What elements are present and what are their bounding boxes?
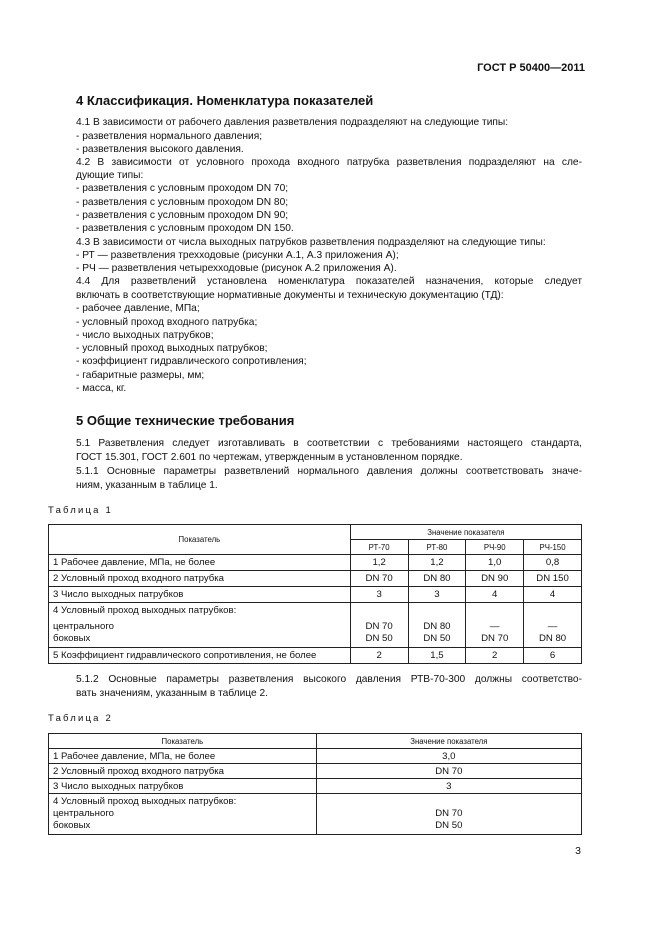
table-row — [49, 603, 582, 648]
table-cell: 3 — [316, 779, 581, 794]
list-item: - условный проход входного патрубка; — [76, 317, 258, 328]
list-item: - РЧ — разветвления четырехходовые (рисунок А.2 приложения А). — [76, 263, 397, 274]
table-cell-label: 3 Число выходных патрубков — [49, 587, 351, 603]
table-cell: DN 70 — [481, 633, 509, 644]
para-4-2-cont: дующие типы: — [76, 170, 144, 181]
list-item: - число выходных патрубков; — [76, 330, 214, 341]
table-cell: 1,2 — [350, 555, 408, 571]
table-cell: DN 90 — [466, 571, 524, 587]
table-1-caption: Таблица 1 — [48, 505, 113, 516]
table-header-type: РЧ-90 — [466, 540, 524, 555]
para-4-3: 4.3 В зависимости от числа выходных патрубков разветвления подразделяют на следующие типы: — [76, 237, 546, 248]
table-cell-sublabel: центрального — [53, 808, 114, 819]
table-cell-label: 3 Число выходных патрубков — [49, 779, 317, 794]
table-row — [49, 571, 582, 587]
table-cell-sublabel: боковых — [53, 820, 91, 831]
table-cell: 3 — [350, 587, 408, 603]
table-cell: DN 80 — [423, 621, 451, 632]
table-cell: 2 — [466, 648, 524, 664]
table-cell: DN 50 — [435, 820, 463, 831]
para-4-4-cont: включать в соответствующие нормативные документы и техническую документацию (ТД): — [76, 290, 504, 301]
para-5-1-1: 5.1.1 Основные параметры разветвлений нормального давления должны соответствовать значе- — [76, 466, 582, 477]
table-header-type: РТ-70 — [350, 540, 408, 555]
table-header-type: РЧ-150 — [524, 540, 582, 555]
table-cell: DN 50 — [365, 633, 393, 644]
table-cell: 6 — [524, 648, 582, 664]
table-cell-sublabel: боковых — [53, 633, 91, 644]
table-cell-label: 2 Условный проход входного патрубка — [49, 571, 351, 587]
para-5-1-2-cont: вать значениям, указанным в таблице 2. — [76, 688, 269, 699]
para-4-4: 4.4 Для разветвлений установлена номенклатура показателей назначения, которые следует — [76, 276, 582, 287]
table-cell-label: 1 Рабочее давление, МПа, не более — [49, 749, 317, 764]
para-4-2: 4.2 В зависимости от условного прохода входного патрубка разветвления подразделяют на сле- — [76, 157, 582, 168]
table-cell-label: 4 Условный проход выходных патрубков: — [53, 605, 237, 616]
list-item: - РТ — разветвления трехходовые (рисунки А.1, А.3 приложения А); — [76, 250, 399, 261]
table-cell: DN 80 — [408, 571, 466, 587]
list-item: - условный проход выходных патрубков; — [76, 343, 268, 354]
list-item: - масса, кг. — [76, 383, 127, 394]
table-1 — [48, 524, 582, 664]
table-cell: — — [547, 621, 558, 632]
table-row — [49, 764, 582, 779]
table-row — [49, 794, 582, 835]
section-4-title: 4 Классификация. Номенклатура показателей — [76, 93, 374, 108]
table-cell: DN 70 — [350, 571, 408, 587]
table-cell: 4 — [466, 587, 524, 603]
table-row — [49, 587, 582, 603]
para-4-1: 4.1 В зависимости от рабочего давления разветвления подразделяют на следующие типы: — [76, 117, 509, 128]
table-cell-label: 2 Условный проход входного патрубка — [49, 764, 317, 779]
table-cell: 3,0 — [316, 749, 581, 764]
table-cell: DN 80 — [538, 633, 567, 644]
table-cell-label: 5 Коэффициент гидравлического сопротивления, не более — [49, 648, 351, 664]
table-header-param: Показатель — [49, 525, 351, 555]
table-cell: 0,8 — [524, 555, 582, 571]
document-header: ГОСТ Р 50400—2011 — [477, 62, 585, 74]
list-item: - разветвления нормального давления; — [76, 131, 263, 142]
table-header-value: Значение показателя — [350, 525, 581, 540]
table-row — [49, 555, 582, 571]
table-header-value: Значение показателя — [316, 734, 581, 749]
table-2-caption: Таблица 2 — [48, 713, 113, 724]
table-cell: DN 70 — [435, 808, 463, 819]
table-cell-sublabel: центрального — [53, 621, 114, 632]
table-row — [49, 648, 582, 664]
list-item: - разветвления с условным проходом DN 90; — [76, 210, 289, 221]
table-cell-label: 1 Рабочее давление, МПа, не более — [49, 555, 351, 571]
table-header-type: РТ-80 — [408, 540, 466, 555]
list-item: - разветвления с условным проходом DN 70; — [76, 183, 289, 194]
table-2 — [48, 733, 582, 835]
table-cell: 3 — [408, 587, 466, 603]
table-cell: DN 70 — [316, 764, 581, 779]
table-cell: DN 50 — [423, 633, 451, 644]
list-item: - разветвления с условным проходом DN 150. — [76, 223, 294, 234]
table-cell: 2 — [350, 648, 408, 664]
table-cell: 1,2 — [408, 555, 466, 571]
page-number: 3 — [575, 845, 581, 857]
para-5-1-cont: ГОСТ 15.301, ГОСТ 2.601 по чертежам, утвержденным в установленном порядке. — [76, 452, 463, 463]
section-5-title: 5 Общие технические требования — [76, 413, 295, 428]
table-header-param: Показатель — [49, 734, 317, 749]
table-cell: 1,5 — [408, 648, 466, 664]
list-item: - коэффициент гидравлического сопротивления; — [76, 356, 307, 367]
para-5-1-2: 5.1.2 Основные параметры разветвления высокого давления РТВ-70-300 должны соответство- — [76, 674, 582, 685]
table-cell: — — [489, 621, 500, 632]
para-5-1-1-cont: ниям, указанным в таблице 1. — [76, 480, 218, 491]
list-item: - рабочее давление, МПа; — [76, 303, 200, 314]
list-item: - разветвления высокого давления. — [76, 144, 244, 155]
list-item: - разветвления с условным проходом DN 80; — [76, 197, 289, 208]
table-row — [49, 749, 582, 764]
table-cell: 1,0 — [466, 555, 524, 571]
list-item: - габаритные размеры, мм; — [76, 370, 205, 381]
para-5-1: 5.1 Разветвления следует изготавливать в соответствии с требованиями настоящего стандарта, — [76, 438, 582, 449]
table-row — [49, 779, 582, 794]
table-cell-label: 4 Условный проход выходных патрубков: — [53, 796, 237, 807]
table-cell: DN 70 — [365, 621, 393, 632]
table-cell: 4 — [524, 587, 582, 603]
table-cell: DN 150 — [524, 571, 582, 587]
